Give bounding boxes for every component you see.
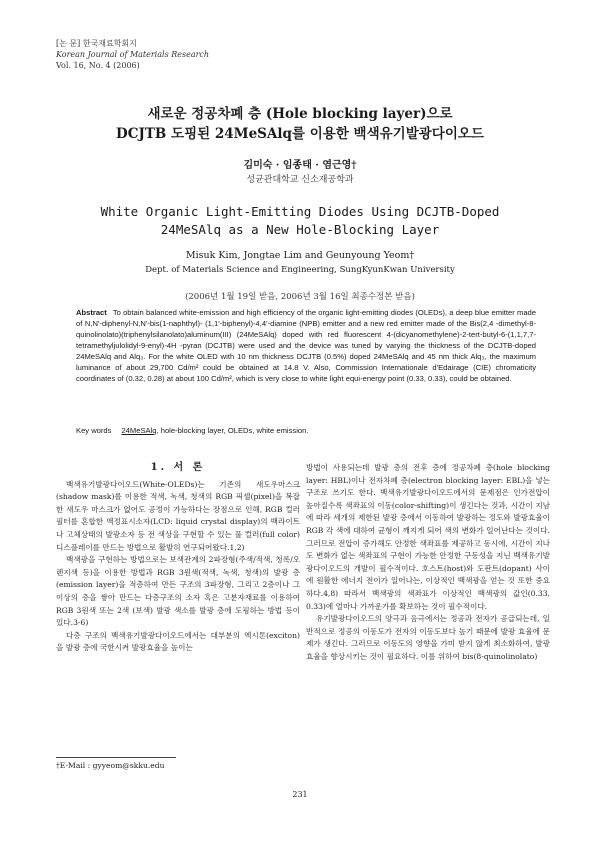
journal-header: [56, 38, 209, 71]
received-dates: (2006년 1월 19일 받음, 2006년 3월 16일 최종수정본 받음): [185, 292, 415, 302]
keywords: [76, 426, 536, 435]
affiliation-english: Dept. of Materials Science and Engineering, SungKyunKwan University: [145, 265, 455, 275]
keywords-label: Key words: [76, 426, 112, 435]
journal-name-ko: [논 문] 한국재료학회지: [56, 39, 137, 48]
title-ko-line2: DCJTB 도핑된 24MeSAlq를 이용한 백색유기발광다이오드: [116, 126, 484, 142]
body-paragraph: 방법이 사용되는데 발광 층의 전후 층에 정공차폐 층(hole blocking layer: HBL)이나 전자차폐 층(electron blocking layer: EBL)을 넣는 구조로 쓰기도 한다. 백색유기발광다이오드에서의 문제점은 인가전압이 높아질수록 색좌표의 이동(color-shifting)이 생긴다는 것과, 시간이 지남에 따라 세개의 제한된 발광 층에서 이동하여 발광하는 정도와 발광효율이 RGB 각 색에 대하여 균형이 깨지게 되어 색의 변화가 일어난다는 것이다. 그러므로 전압이 증가해도 안정한 색좌표를 제공하고 동시에, 시간이 지나도 변화가 없는 색좌표의 구현이 가능한 안정한 구동성을 지닌 백색유기발광다이오드의 개발이 필수적이다. 호스트(host)와 도판트(dopant) 사이에 원활한 에너지 전이가 일어나는, 이상적인 백색광을 얻는 것 또한 중요하다.4,8) 따라서 백색광의 색좌표가 이상적인 백색광의 값인(0.33, 0.33)에 얼마나 가까운가를 확보하는 것이 필수적이다.: [306, 463, 550, 611]
title-en-line1: White Organic Light-Emitting Diodes Using DCJTB-Doped: [100, 204, 500, 219]
footnote-divider: [56, 757, 176, 758]
abstract-label: Abstract: [76, 308, 107, 317]
keywords-rest: , hole-blocking layer, OLEDs, white emission.: [156, 426, 309, 435]
title-korean: [40, 104, 560, 144]
title-en-line2: 24MeSAlq as a New Hole-Blocking Layer: [160, 222, 440, 237]
authors-korean: 김미숙 · 임종태 · 염근영†: [243, 160, 357, 171]
keyword-first: 24MeSAlq: [121, 426, 157, 435]
body-column-left: [56, 462, 300, 655]
section-heading-introduction: 1. 서 론: [150, 462, 206, 473]
body-paragraph: 백색유기발광다이오드(White-OLEDs)는 기존의 새도우마스크(shadow mask)를 이용한 적색, 녹색, 청색의 RGB 픽셀(pixel)을 복잡한 새도우 마스크가 없어도 공정이 가능하다는 장점으로 인해, RGB 컬러필터를 혼합한 액정표시소자(LCD: liquid crystal display)의 백라이트나 고체상태의 발광소자 등 전 색상을 구현할 수 있는 풀 컬러(full color) 디스플레이를 만드는 방법으로 활발히 연구되어왔다.1,2): [56, 479, 300, 552]
title-ko-line1: 새로운 정공차폐 층 (Hole blocking layer)으로: [147, 106, 453, 122]
body-paragraph: 유기발광다이오드의 양극과 음극에서는 정공과 전자가 공급되는데, 일반적으로 정공의 이동도가 전자의 이동도보다 높기 때문에 발광 효율에 문제가 생긴다. 그러므로 이동도의 영향을 가미 받지 않게 최소화하여, 발광효율을 향상시키는 것이 필요하다. 이를 위하여 bis(8-quinolinolato): [306, 614, 550, 661]
abstract: [76, 307, 536, 384]
page-number: 231: [292, 790, 308, 799]
journal-volume: Vol. 16, No. 4 (2006): [56, 61, 140, 70]
abstract-text: To obtain balanced white-emission and high efficiency of the organic light-emitting diodes (OLEDs), a deep blue emitter made of N,N'-diphenyl-N,N'-bis(1-naphthyl)- (1,1'-biphenyl)-4,4'-diamine (NPB) emitter and a new red emitter made of the Bis(2,4 -dimethyl-8-quinolinolato)(triphenylsilanolato)aluminum(III) (24MeSAlq) doped with red fluorescent 4-(dicyanomethylene)-2-tert-butyl-6-(1,1,7,7-tetramethyljulolidyl-9-enyl)-4H -pyran (DCJTB) were used and the device was tuned by varying the thickness of the DCJTB-doped 24MeSAlq and Alq₃. For the white OLED with 10 nm thickness DCJTB (0.5%) doped 24MeSAlq and 45 nm thick Alq₃, the maximum luminance of about 29,700 Cd/m² could be obtained at 14.8 V. Also, Commission Internationale d'Edairage (CIE) chromaticity coordinates of (0.32, 0.28) at about 100 Cd/m², which is very close to white light equi-energy point (0.33, 0.33), could be obtained.: [76, 308, 536, 383]
authors-english: Misuk Kim, Jongtae Lim and Geunyoung Yeom†: [185, 250, 415, 261]
journal-name-en: Korean Journal of Materials Research: [56, 50, 210, 59]
title-english: [40, 203, 560, 239]
body-paragraph: 다층 구조의 백색유기발광다이오드에서는 대부분의 엑시톤(exciton)을 발광 층에 국한시켜 발광효율을 높이는: [56, 630, 300, 653]
footnote-email: †E-Mail : gyyeom@skku.edu: [56, 761, 165, 770]
affiliation-korean: 성균관대학교 신소재공학과: [246, 175, 354, 185]
body-paragraph: 백색광을 구현하는 방법으로는 보색관계의 2파장형(주색/적색, 청록/오렌지색 등)을 이용한 방법과 RGB 3원색(적색, 녹색, 청색)의 발광 층(emission layer)을 적층하여 만든 구조의 3파장형, 그리고 2층이나 그 이상의 층을 쌓아 만드는 다층구조의 소자 혹은 고분자재료를 이용하여 RGB 3원색 또는 2색 (보색) 발광 색소를 발광 층에 도핑하는 방법 등이 있다.3-6): [56, 555, 300, 628]
body-column-right: [306, 462, 550, 664]
